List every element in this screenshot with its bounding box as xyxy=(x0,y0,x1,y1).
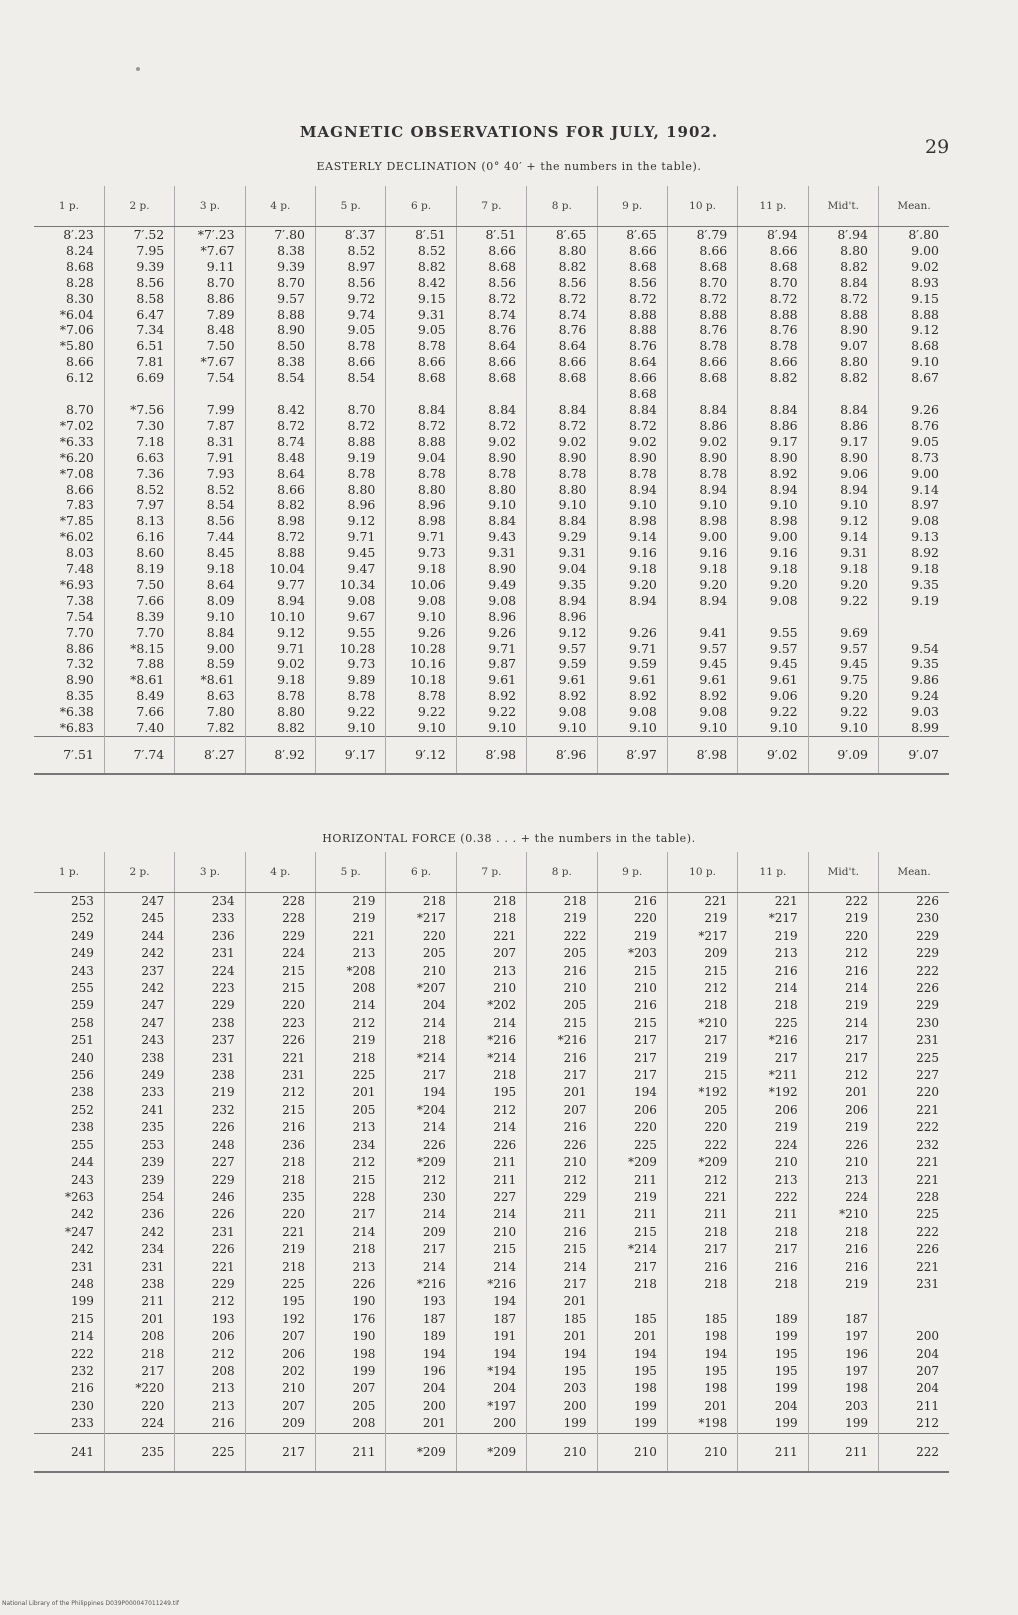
value-cell: 8′.23 8.24 8.68 8.28 8.30 *6.04 *7.06 *5.80 8.66 6.12 xyxy=(59,227,94,386)
value-cell: 10.04 9.77 8.94 10.10 9.12 9.71 9.02 9.18 8.78 8.80 8.82 xyxy=(245,561,315,736)
value-cell: 218 195 212 214 226 211 211 227 214 210 xyxy=(456,1067,526,1241)
mean-cell: 222 xyxy=(879,1433,950,1472)
column-header: 6 p. xyxy=(386,186,456,227)
value-cell: 227 220 221 222 232 221 221 228 225 222 xyxy=(879,1067,950,1241)
value-cell: 8′.51 8.66 8.68 8.56 8.72 8.74 8.76 8.64 8.66 8.68 xyxy=(456,227,526,402)
column-header: 7 p. xyxy=(456,186,526,227)
mean-cell: 9′.09 xyxy=(808,737,878,774)
declination-caption: EASTERLY DECLINATION (0° 40′ + the numbers in the table). xyxy=(316,160,702,173)
value-cell: 234 231 238 211 201 208 218 217 *220 220 224 xyxy=(104,1241,174,1433)
value-cell: 9.18 9.20 8.94 9.41 9.57 9.45 9.61 8.92 9.08 9.10 xyxy=(667,561,737,736)
mean-cell: 9′.07 xyxy=(879,737,950,774)
value-cell: 242 231 248 199 215 214 222 232 216 230 233 xyxy=(70,1242,94,1431)
scan-footer: National Library of the Philippines D039P000047011249.tif xyxy=(2,1600,180,1607)
value-cell: *211 *192 206 219 224 210 213 222 211 218 xyxy=(738,1067,808,1241)
value-cell: 247 245 244 242 237 242 247 247 243 238 xyxy=(104,893,174,1068)
value-cell: 8.84 8.86 9.02 8.90 8.78 8.94 9.10 8.98 9.00 9.16 xyxy=(667,402,737,561)
value-cell: 8′.79 8.66 8.68 8.70 8.72 8.88 8.76 8.78 8.66 8.68 xyxy=(667,227,737,402)
value-cell: 218 218 221 207 213 210 *202 214 *216 *214 xyxy=(456,893,526,1068)
value-cell: 9.18 10.06 9.08 9.10 9.26 10.28 10.16 10.18 8.78 9.22 9.10 xyxy=(386,561,456,736)
mean-cell: 235 xyxy=(104,1433,174,1472)
value-cell: 234 233 236 231 224 223 229 238 237 231 xyxy=(175,893,245,1068)
value-cell: 8.70 8.72 8.88 9.19 8.78 8.80 8.96 9.12 9.71 9.45 xyxy=(316,402,386,561)
value-cell: 7.48 *6.93 7.38 7.54 7.70 8.86 7.32 8.90 8.35 *6.38 *6.83 xyxy=(59,561,94,736)
mean-cell: *209 xyxy=(386,1433,456,1472)
mean-cell: 225 xyxy=(175,1433,245,1472)
column-header: Mean. xyxy=(879,852,950,893)
horizontal-force-caption: HORIZONTAL FORCE (0.38 . . . + the numbers in the table). xyxy=(322,832,696,845)
value-cell: *7′.23 *7.67 9.11 8.70 8.86 7.89 8.48 7.50 *7.67 7.54 xyxy=(175,227,245,402)
value-cell: 216 216 219 187 197 196 197 198 203 199 xyxy=(808,1241,878,1433)
value-cell: 9.47 10.34 9.08 9.67 9.55 10.28 9.73 9.89 8.78 9.22 9.10 xyxy=(316,561,386,736)
header-row xyxy=(34,852,949,893)
page-title: MAGNETIC OBSERVATIONS FOR JULY, 1902. xyxy=(299,123,719,141)
value-cell: 218 213 226 190 176 190 198 199 207 205 208 xyxy=(316,1241,386,1433)
value-cell: 221 *217 219 213 216 214 218 225 *216 217 xyxy=(738,893,808,1068)
value-cell: 215 214 *216 194 187 191 194 *194 204 *197 200 xyxy=(456,1241,526,1433)
value-cell: 8.84 8.72 9.02 8.90 8.78 8.80 9.10 8.84 9.29 9.31 xyxy=(527,402,597,561)
value-cell: 226 221 229 212 193 206 212 208 213 213 216 xyxy=(175,1241,245,1433)
column-header: 5 p. xyxy=(316,186,386,227)
value-cell: 7′.52 7.95 9.39 8.56 8.58 6.47 7.34 6.51 7.81 6.69 xyxy=(104,227,174,402)
value-cell: 8′.80 9.00 9.02 8.93 9.15 8.88 9.12 8.68 9.10 8.67 xyxy=(879,227,950,402)
column-header: Mean. xyxy=(879,186,950,227)
value-cell: 221 219 *217 209 215 212 218 *210 217 219 xyxy=(667,893,737,1068)
value-group-row xyxy=(34,893,949,1068)
mean-row xyxy=(34,737,949,774)
value-cell: 217 216 218 185 198 194 195 198 201 *198 xyxy=(667,1241,737,1433)
value-cell: 222 219 220 212 216 214 219 214 217 217 xyxy=(808,893,878,1068)
column-header: Mid't. xyxy=(808,186,878,227)
value-cell: 217 194 206 220 225 *209 211 219 211 215 xyxy=(597,1067,667,1241)
mean-cell: 8′.97 xyxy=(597,737,667,774)
value-cell: 8′.65 8.66 8.68 8.56 8.72 8.88 8.88 8.76 8.64 8.66 8.68 xyxy=(597,227,667,402)
value-cell: 218 *217 220 205 210 *207 204 214 218 *214 xyxy=(386,893,456,1068)
column-header: 11 p. xyxy=(738,852,808,893)
value-group-row xyxy=(34,1241,949,1433)
value-group-row xyxy=(34,1067,949,1241)
value-cell: 8.84 8.86 9.17 8.90 8.92 8.94 9.10 8.98 9.00 9.16 xyxy=(738,402,808,561)
value-cell: 226 230 229 229 222 226 229 230 231 225 xyxy=(879,893,950,1068)
value-cell: 8.84 8.72 9.02 8.90 8.78 8.94 9.10 8.98 9.14 9.16 xyxy=(597,402,667,561)
column-header: 7 p. xyxy=(456,852,526,893)
value-cell: 8.70 *7.02 *6.33 *6.20 *7.08 8.66 7.83 *7.85 *6.02 8.03 xyxy=(59,401,94,561)
column-header: 1 p. xyxy=(34,852,104,893)
value-cell: 215 *192 205 220 222 *209 212 221 211 218 xyxy=(667,1067,737,1241)
column-header: 10 p. xyxy=(667,852,737,893)
value-cell: 8′.37 8.52 8.97 8.56 9.72 9.74 9.05 8.78 8.66 8.54 xyxy=(316,227,386,402)
column-header: 8 p. xyxy=(527,852,597,893)
mean-cell: 210 xyxy=(527,1433,597,1472)
value-cell: 7′.80 8.38 9.39 8.70 9.57 8.88 8.90 8.50 8.38 8.54 xyxy=(245,227,315,402)
column-header: 4 p. xyxy=(245,186,315,227)
value-cell: 8.90 9.49 9.08 8.96 9.26 9.71 9.87 9.61 8.92 9.22 9.10 xyxy=(456,561,526,736)
mean-cell: 7′.74 xyxy=(104,737,174,774)
value-cell: 7.99 7.87 8.31 7.91 7.93 8.52 8.54 8.56 7.44 8.45 xyxy=(175,402,245,561)
value-cell: 9.26 8.76 9.05 8.73 9.00 9.14 8.97 9.08 9.13 8.92 xyxy=(879,402,950,561)
page-number: 29 xyxy=(925,136,950,158)
value-cell: 8′.94 8.66 8.68 8.70 8.72 8.88 8.76 8.78 8.66 8.82 xyxy=(738,227,808,402)
mean-cell: 210 xyxy=(597,1433,667,1472)
header-row xyxy=(34,186,949,227)
value-cell: 249 233 241 235 253 239 239 254 236 242 xyxy=(104,1067,174,1241)
mean-cell: 9′.02 xyxy=(738,737,808,774)
column-header: 1 p. xyxy=(34,186,104,227)
mean-cell: 211 xyxy=(808,1433,878,1472)
value-cell: 231 212 215 216 236 218 218 235 220 221 xyxy=(245,1067,315,1241)
column-header: 4 p. xyxy=(245,852,315,893)
column-header: 2 p. xyxy=(104,186,174,227)
column-header: 10 p. xyxy=(667,186,737,227)
mean-cell: 8′.98 xyxy=(456,737,526,774)
scan-speck xyxy=(136,67,140,71)
value-cell: 217 216 218 189 199 195 195 199 204 199 xyxy=(738,1241,808,1433)
value-cell: 228 228 229 224 215 215 220 223 226 221 xyxy=(245,893,315,1068)
value-cell: 217 201 207 216 226 210 212 229 211 216 xyxy=(527,1067,597,1241)
value-cell: 216 220 219 *203 215 210 216 215 217 217 xyxy=(597,893,667,1068)
value-cell: 8′.51 8.52 8.82 8.42 9.15 9.31 9.05 8.78 8.66 8.68 xyxy=(386,227,456,402)
value-cell: 8.84 8.72 8.88 9.04 8.78 8.80 8.96 8.98 9.71 9.73 xyxy=(386,402,456,561)
mean-cell: 7′.51 xyxy=(34,737,104,774)
value-group-row xyxy=(34,561,949,736)
mean-cell: 210 xyxy=(667,1433,737,1472)
column-header: 6 p. xyxy=(386,852,456,893)
value-cell: 217 214 *216 193 187 189 194 196 204 200 201 xyxy=(386,1241,456,1433)
column-header: 3 p. xyxy=(175,852,245,893)
value-cell: 8′.94 8.80 8.82 8.84 8.72 8.88 8.90 9.07 8.80 8.82 xyxy=(808,227,878,402)
value-cell: 219 219 221 213 *208 208 214 212 219 218 xyxy=(316,893,386,1068)
column-header: Mid't. xyxy=(808,852,878,893)
mean-cell: 8′.96 xyxy=(527,737,597,774)
value-cell: 253 252 249 249 243 255 259 258 251 240 xyxy=(70,894,94,1065)
column-header: 3 p. xyxy=(175,186,245,227)
value-cell: 212 201 206 219 226 210 213 224 *210 218 xyxy=(808,1067,878,1241)
column-header: 2 p. xyxy=(104,852,174,893)
value-cell: 8′.65 8.80 8.82 8.56 8.72 8.74 8.76 8.64 8.66 8.68 xyxy=(527,227,597,402)
mean-cell: *209 xyxy=(456,1433,526,1472)
value-cell: 256 238 252 238 255 244 243 *263 242 *247 xyxy=(64,1068,94,1239)
value-cell: 225 201 205 213 234 212 215 228 217 214 xyxy=(316,1067,386,1241)
value-cell: 9.04 9.35 8.94 8.96 9.12 9.57 9.59 9.61 8.92 9.08 9.10 xyxy=(527,561,597,736)
value-group-row xyxy=(34,402,949,561)
value-cell: 9.18 9.20 9.08 9.55 9.57 9.45 9.61 9.06 9.22 9.10 xyxy=(738,561,808,736)
mean-cell: 8′.92 xyxy=(245,737,315,774)
mean-cell: 8′.98 xyxy=(667,737,737,774)
mean-cell: 8′.27 xyxy=(175,737,245,774)
mean-cell: 211 xyxy=(738,1433,808,1472)
value-cell: 218 219 222 205 216 210 205 215 *216 216 xyxy=(527,893,597,1068)
column-header: 9 p. xyxy=(597,186,667,227)
value-cell: 226 221 231 200 204 207 204 211 212 xyxy=(879,1241,950,1433)
mean-cell: 9′.12 xyxy=(386,737,456,774)
value-cell: 217 194 *204 214 226 *209 212 230 214 209 xyxy=(386,1067,456,1241)
column-header: 11 p. xyxy=(738,186,808,227)
value-cell: 9.18 9.35 9.19 9.54 9.35 9.86 9.24 9.03 8.99 xyxy=(879,561,950,736)
value-group-row xyxy=(34,227,949,402)
column-header: 9 p. xyxy=(597,852,667,893)
value-cell: 9.18 8.64 8.09 9.10 8.84 9.00 8.59 *8.61 8.63 7.80 7.82 xyxy=(175,561,245,736)
value-cell: 9.18 9.20 9.22 9.69 9.57 9.45 9.75 9.20 9.22 9.10 xyxy=(808,561,878,736)
declination-table xyxy=(34,186,949,775)
value-cell: *214 217 218 185 201 194 195 198 199 199 xyxy=(597,1241,667,1433)
value-cell: 219 218 225 195 192 207 206 202 210 207 209 xyxy=(245,1241,315,1433)
horizontal-force-table xyxy=(34,852,949,1473)
value-cell: 8.42 8.72 8.74 8.48 8.64 8.66 8.82 8.98 8.72 8.88 xyxy=(245,402,315,561)
value-cell: *7.56 7.30 7.18 6.63 7.36 8.52 7.97 8.13 6.16 8.60 xyxy=(104,402,174,561)
value-cell: 8.19 7.50 7.66 8.39 7.70 *8.15 7.88 *8.61 8.49 7.66 7.40 xyxy=(104,561,174,736)
column-header: 8 p. xyxy=(527,186,597,227)
column-header: 5 p. xyxy=(316,852,386,893)
mean-cell: 217 xyxy=(245,1433,315,1472)
value-cell: 8.84 8.72 9.02 8.90 8.78 8.80 9.10 8.84 9.43 9.31 xyxy=(456,402,526,561)
mean-row xyxy=(34,1433,949,1472)
value-cell: 8.84 8.86 9.17 8.90 9.06 8.94 9.10 9.12 9.14 9.31 xyxy=(808,402,878,561)
value-cell: 215 214 217 201 185 201 194 195 203 200 199 xyxy=(527,1241,597,1433)
mean-cell: 9′.17 xyxy=(316,737,386,774)
mean-cell: 241 xyxy=(34,1433,104,1472)
value-cell: 9.18 9.20 8.94 9.26 9.71 9.59 9.61 8.92 9.08 9.10 xyxy=(597,561,667,736)
value-cell: 238 219 232 226 248 227 229 246 226 231 xyxy=(175,1067,245,1241)
mean-cell: 211 xyxy=(316,1433,386,1472)
